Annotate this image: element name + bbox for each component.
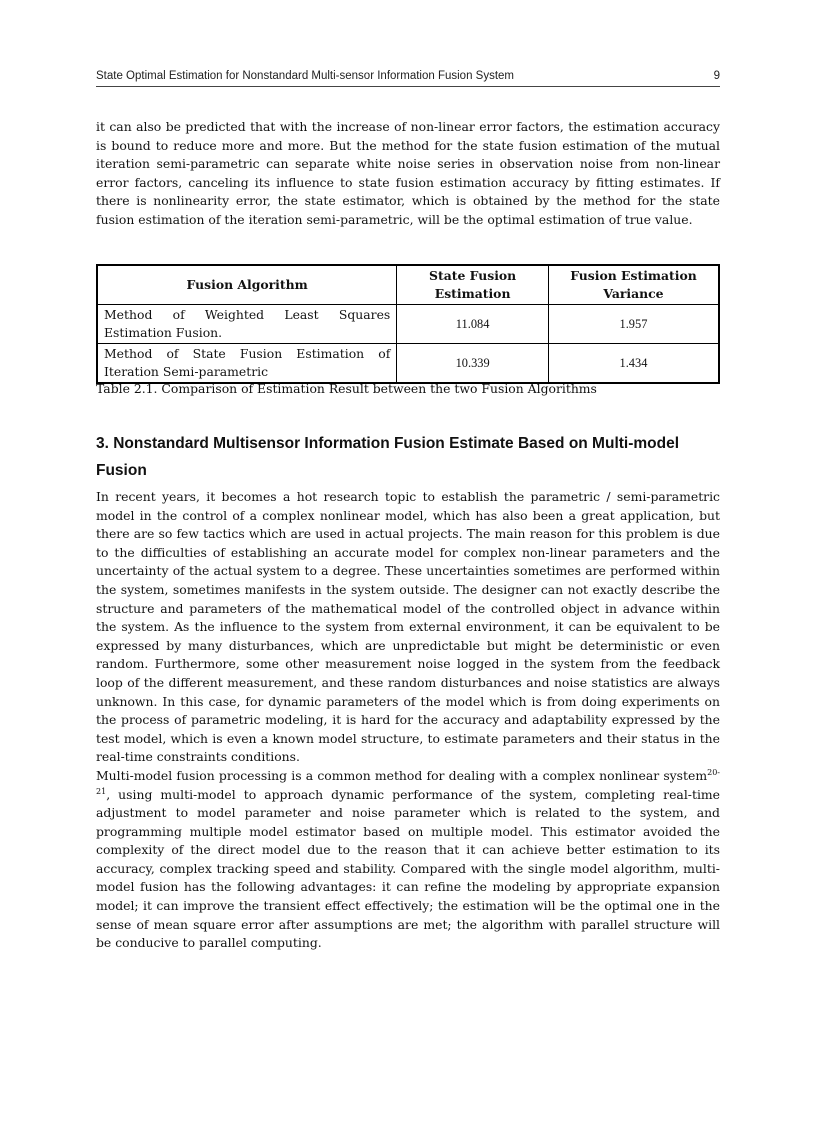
- header-fusion-algorithm: Fusion Algorithm: [97, 265, 397, 305]
- comparison-table: [96, 264, 720, 384]
- section-heading: 3. Nonstandard Multisensor Information Fusion Estimate Based on Multi-model Fusion: [96, 435, 680, 479]
- intro-paragraph: it can also be predicted that with the increase of non-linear error factors, the estimation accuracy is bound to reduce more and more. But the method for the state fusion estimation of the mutual iteration semi-parametric can separate white noise series in observation noise from non-linear error factors, canceling its influence to state fusion estimation accuracy by fitting estimates. If there is nonlinearity error, the state estimator, which is obtained by the method for the state fusion estimation of the iteration semi-parametric, will be the optimal estimation of true value.: [96, 119, 720, 227]
- section-body: [96, 488, 720, 953]
- running-header: [96, 70, 720, 87]
- table-cell-method: Method of Weighted Least Squares Estimation Fusion.: [97, 305, 397, 344]
- header-fusion-estimation-variance: Fusion Estimation Variance: [548, 265, 719, 305]
- section-paragraph-1: In recent years, it becomes a hot research topic to establish the parametric / semi-parametric model in the control of a complex nonlinear model, which has also been a great application, but there are so few tactics which are used in actual projects. The main reason for this problem is due to the difficulties of establishing an accurate model for complex non-linear parameters and the uncertainty of the actual system to a degree. These uncertainties sometimes are performed within the system, sometimes manifests in the system outside. The designer can not exactly describe the structure and parameters of the mathematical model of the controlled object in advance within the system. As the influence to the system from external environment, it can be equivalent to be expressed by many disturbances, which are unpredictable but might be deterministic or even random. Furthermore, some other measurement noise logged in the system from the feedback loop of the different measurement, and these random disturbances and noise statistics are always unknown. In this case, for dynamic parameters of the model which is from doing experiments on the process of parametric modeling, it is hard for the accuracy and adaptability expressed by the test model, which is even a known model structure, to estimate parameters and their status in the real-time constraints conditions.: [96, 489, 720, 765]
- table-cell-estimation: 10.339: [397, 344, 549, 384]
- table-cell-variance: 1.957: [548, 305, 719, 344]
- table-cell-estimation: 11.084: [397, 305, 549, 344]
- header-state-fusion-estimation: State Fusion Estimation: [397, 265, 549, 305]
- table-header-row: [97, 265, 719, 305]
- table-row: [97, 305, 719, 344]
- paragraph-2-rest: , using multi-model to approach dynamic performance of the system, completing real-time adjustment to model parameter and noise parameter which is related to the system, and programming multiple model estimator based on multiple model. This estimator avoided the complexity of the direct model due to the reason that it can achieve better estimation to its accuracy, complex tracking speed and stability. Compared with the single model algorithm, multi-model fusion has the following advantages: it can refine the modeling by appropriate expansion model; it can improve the transient effect effectively; the estimation will be the optimal one in the sense of mean square error after assumptions are met; the algorithm with parallel structure will be conducive to parallel computing.: [96, 786, 720, 951]
- citation-superscript: 20-21: [96, 767, 720, 796]
- table-row: [97, 344, 719, 384]
- table-caption: Table 2.1. Comparison of Estimation Result between the two Fusion Algorithms: [96, 381, 597, 396]
- table-cell-variance: 1.434: [548, 344, 719, 384]
- paragraph-2-lead: Multi-model fusion processing is a common method for dealing with a complex nonlinear system: [96, 767, 708, 783]
- page-number: 9: [713, 70, 720, 82]
- table-cell-method: Method of State Fusion Estimation of Iteration Semi-parametric: [97, 344, 397, 384]
- running-title: State Optimal Estimation for Nonstandard Multi-sensor Information Fusion System: [96, 70, 515, 82]
- section-paragraph-2: [96, 767, 720, 953]
